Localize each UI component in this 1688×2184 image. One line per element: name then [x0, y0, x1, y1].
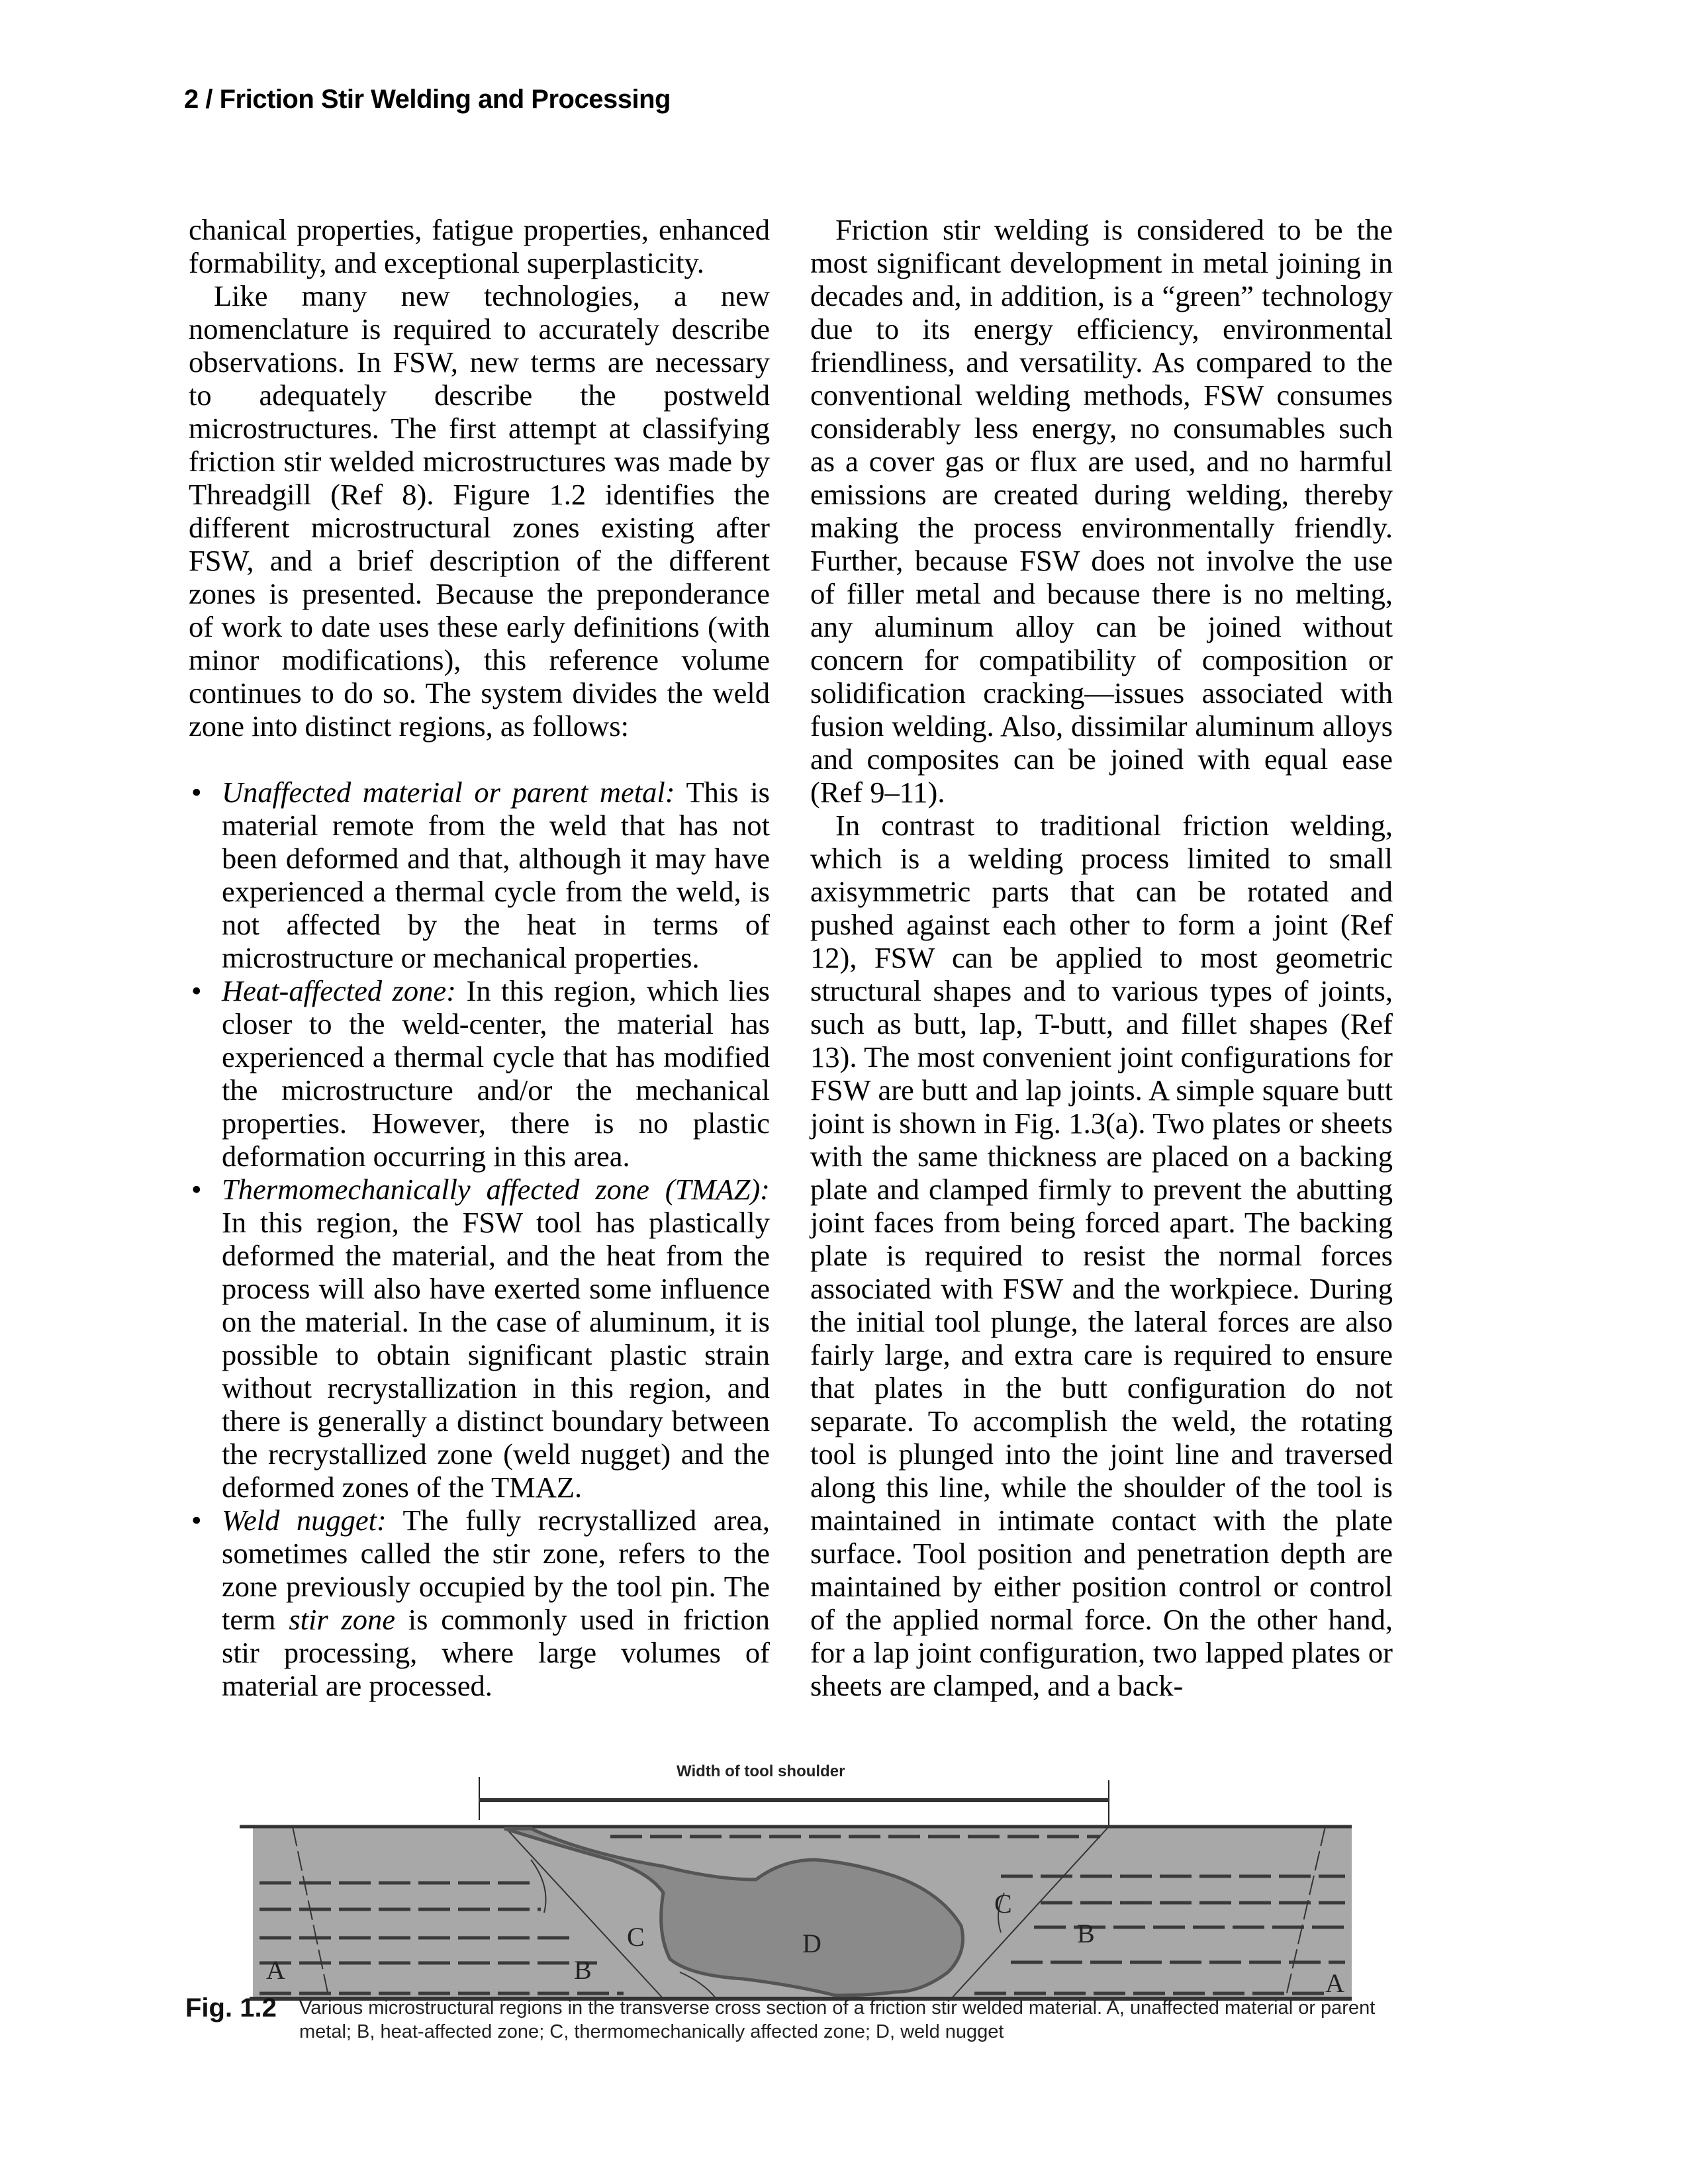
bullet-icon: • [191, 1504, 202, 1537]
zone-description: In this region, the FSW tool has plastically deformed the material, and the heat from the process will also have exerted some influence on the material. In the case of aluminum, it is possible to obtain significant plastic strain without recrystallization in this region, and there is generally a distinct boundary between the recrystallized zone (weld nugget) and the deformed zones of the TMAZ. [222, 1206, 770, 1504]
zone-label-d: D [802, 1929, 821, 1958]
list-item [189, 1173, 770, 1504]
zone-term: Weld nugget: [222, 1504, 387, 1537]
right-column [810, 213, 1393, 1702]
zone-description: In this region, which lies closer to the weld-center, the material has experienced a thermal cycle that has modified the microstructure and/or the mechanical properties. However, there is no plastic deformation occurring in this area. [222, 974, 770, 1173]
bullet-icon: • [191, 974, 202, 1007]
figure-weld-cross-section [240, 1760, 1352, 2012]
zone-term: Heat-affected zone: [222, 974, 457, 1007]
zone-term-inline: stir zone [289, 1603, 396, 1636]
zone-label-c-right: C [994, 1889, 1012, 1919]
paragraph: Like many new technologies, a new nomenclature is required to accurately describe observations. In FSW, new terms are necessary to adequately describe the postweld microstructures. The first attempt at classifying friction stir welded microstructures was made by Threadgill (Ref 8). Figure 1.2 identifies the different microstructural zones existing after FSW, and a brief description of the different zones is presented. Because the preponderance of work to date uses these early definitions (with minor modifications), this reference volume continues to do so. The system divides the weld zone into distinct regions, as follows: [189, 279, 770, 743]
zone-label-c-left: C [627, 1922, 645, 1952]
bullet-icon: • [191, 776, 202, 809]
left-column [189, 213, 770, 1702]
dimension-label: Width of tool shoulder [677, 1762, 845, 1780]
zone-term: Unaffected material or parent metal: [222, 776, 675, 809]
zone-description: The fully recrystallized area, sometimes called the stir zone, refers to the zone previously occupied by the tool pin. The term [222, 1504, 770, 1636]
zone-list [189, 776, 770, 1702]
bullet-icon: • [191, 1173, 202, 1206]
list-item [189, 974, 770, 1173]
zone-label-a-left: A [266, 1955, 285, 1985]
figure-label: Fig. 1.2 [185, 1993, 277, 2023]
zone-label-b-left: B [574, 1955, 592, 1985]
caption-text: Various microstructural regions in the transverse cross section of a friction stir welded material. A, unaffected material or parent metal; B, heat-affected zone; C, thermomechanically affected zone; D, weld nugget [299, 1997, 1376, 2042]
paragraph: chanical properties, fatigue properties, enhanced formability, and exceptional superplasticity. [189, 213, 770, 279]
zone-label-a-right: A [1325, 1968, 1344, 1998]
list-item [189, 1504, 770, 1702]
zone-label-b-right: B [1077, 1919, 1095, 1948]
zone-description: is commonly used in friction stir processing, where large volumes of material are processed. [222, 1603, 770, 1702]
paragraph: Friction stir welding is considered to be the most significant development in metal joining in decades and, in addition, is a “green” technology due to its energy efficiency, environmental friendliness, and versatility. As compared to the conventional welding methods, FSW consumes considerably less energy, no consumables such as a cover gas or flux are used, and no harmful emissions are created during welding, thereby making the process environmentally friendly. Further, because FSW does not involve the use of filler metal and because there is no melting, any aluminum alloy can be joined without concern for compatibility of composition or solidification cracking—issues associated with fusion welding. Also, dissimilar aluminum alloys and composites can be joined with equal ease (Ref 9–11). [810, 213, 1393, 809]
paragraph: In contrast to traditional friction welding, which is a welding process limited to small axisymmetric parts that can be rotated and pushed against each other to form a joint (Ref 12), FSW can be applied to most geometric structural shapes and to various types of joints, such as butt, lap, T-butt, and fillet shapes (Ref 13). The most convenient joint configurations for FSW are butt and lap joints. A simple square butt joint is shown in Fig. 1.3(a). Two plates or sheets with the same thickness are placed on a backing plate and clamped firmly to prevent the abutting joint faces from being forced apart. The backing plate is required to resist the normal forces associated with FSW and the workpiece. During the initial tool plunge, the lateral forces are also fairly large, and extra care is required to ensure that plates in the butt configuration do not separate. To accomplish the weld, the rotating tool is plunged into the joint line and traversed along this line, while the shoulder of the tool is maintained in intimate contact with the plate surface. Tool position and penetration depth are maintained by either position control or control of the applied normal force. On the other hand, for a lap joint configuration, two lapped plates or sheets are clamped, and a back- [810, 809, 1393, 1702]
list-item [189, 776, 770, 974]
weld-diagram [240, 1760, 1352, 2012]
zone-term: Thermomechanically affected zone (TMAZ): [222, 1173, 770, 1206]
zone-description: This is material remote from the weld that has not been deformed and that, although it may have experienced a thermal cycle from the weld, is not affected by the heat in terms of microstructure or mechanical properties. [222, 776, 770, 974]
running-head: 2 / Friction Stir Welding and Processing [184, 85, 671, 114]
